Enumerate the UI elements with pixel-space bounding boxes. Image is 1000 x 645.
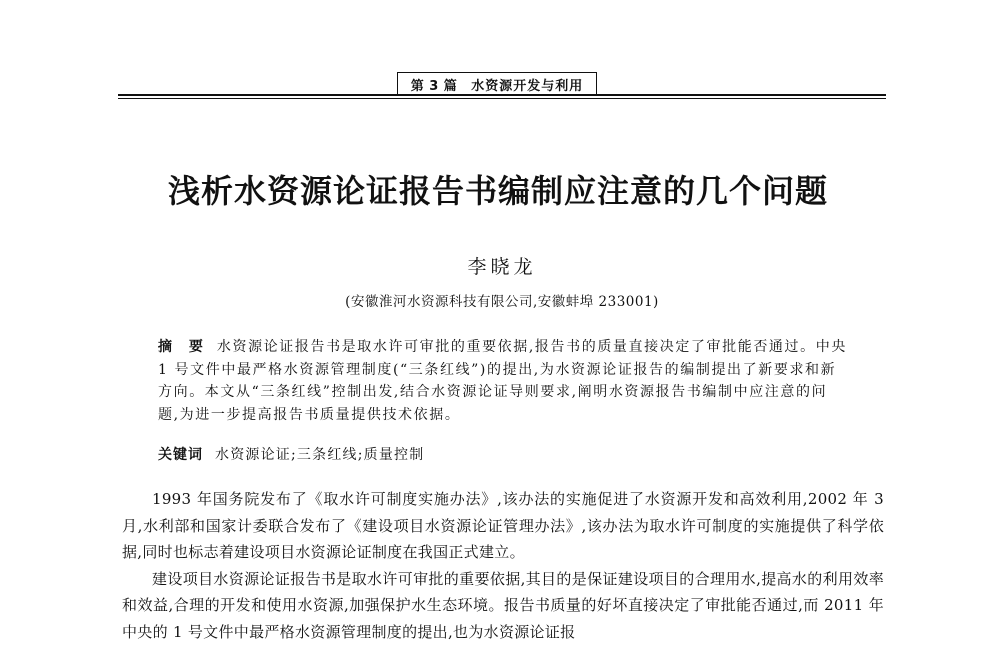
article-author: 李晓龙 [118, 252, 886, 279]
running-header-section: 水资源开发与利用 [471, 75, 583, 94]
abstract-paragraph [158, 336, 848, 426]
abstract-text: 水资源论证报告书是取水许可审批的重要依据,报告书的质量直接决定了审批能否通过。中央 1 号文件中最严格水资源管理制度(“三条红线”)的提出,为水资源论证报告的编制提出了新要求和新方向。本文从“三条红线”控制出发,结合水资源论证导则要求,阐明水资源报告书编制中应注意的问题,为进一步提高报告书质量提供技术依据。 [158, 339, 847, 423]
article-title: 浅析水资源论证报告书编制应注意的几个问题 [118, 166, 878, 212]
body-paragraph-2: 建设项目水资源论证报告书是取水许可审批的重要依据,其目的是保证建设项目的合理用水,提高水的利用效率和效益,合理的开发和使用水资源,加强保护水生态环境。报告书质量的好坏直接决定了审批能否通过,而 2011 年中央的 1 号文件中最严格水资源管理制度的提出,也为水资源论证报 [122, 566, 884, 645]
keywords-label: 关键词 [158, 447, 203, 463]
abstract [158, 336, 848, 426]
running-header-part: 第 3 篇 [411, 75, 458, 94]
keywords [158, 444, 848, 464]
header-rule [118, 94, 886, 96]
article-affiliation: (安徽淮河水资源科技有限公司,安徽蚌埠 233001) [118, 290, 886, 310]
keywords-text: 水资源论证;三条红线;质量控制 [215, 447, 424, 463]
header-rule-thin [118, 98, 886, 99]
body-paragraph-1: 1993 年国务院发布了《取水许可制度实施办法》,该办法的实施促进了水资源开发和高效利用,2002 年 3 月,水利部和国家计委联合发布了《建设项目水资源论证管理办法》,该办法为取水许可制度的实施提供了科学依据,同时也标志着建设项目水资源论证制度在我国正式建立。 [122, 486, 884, 566]
running-header [397, 72, 597, 95]
body-text [122, 486, 884, 645]
abstract-label: 摘 要 [158, 339, 209, 355]
